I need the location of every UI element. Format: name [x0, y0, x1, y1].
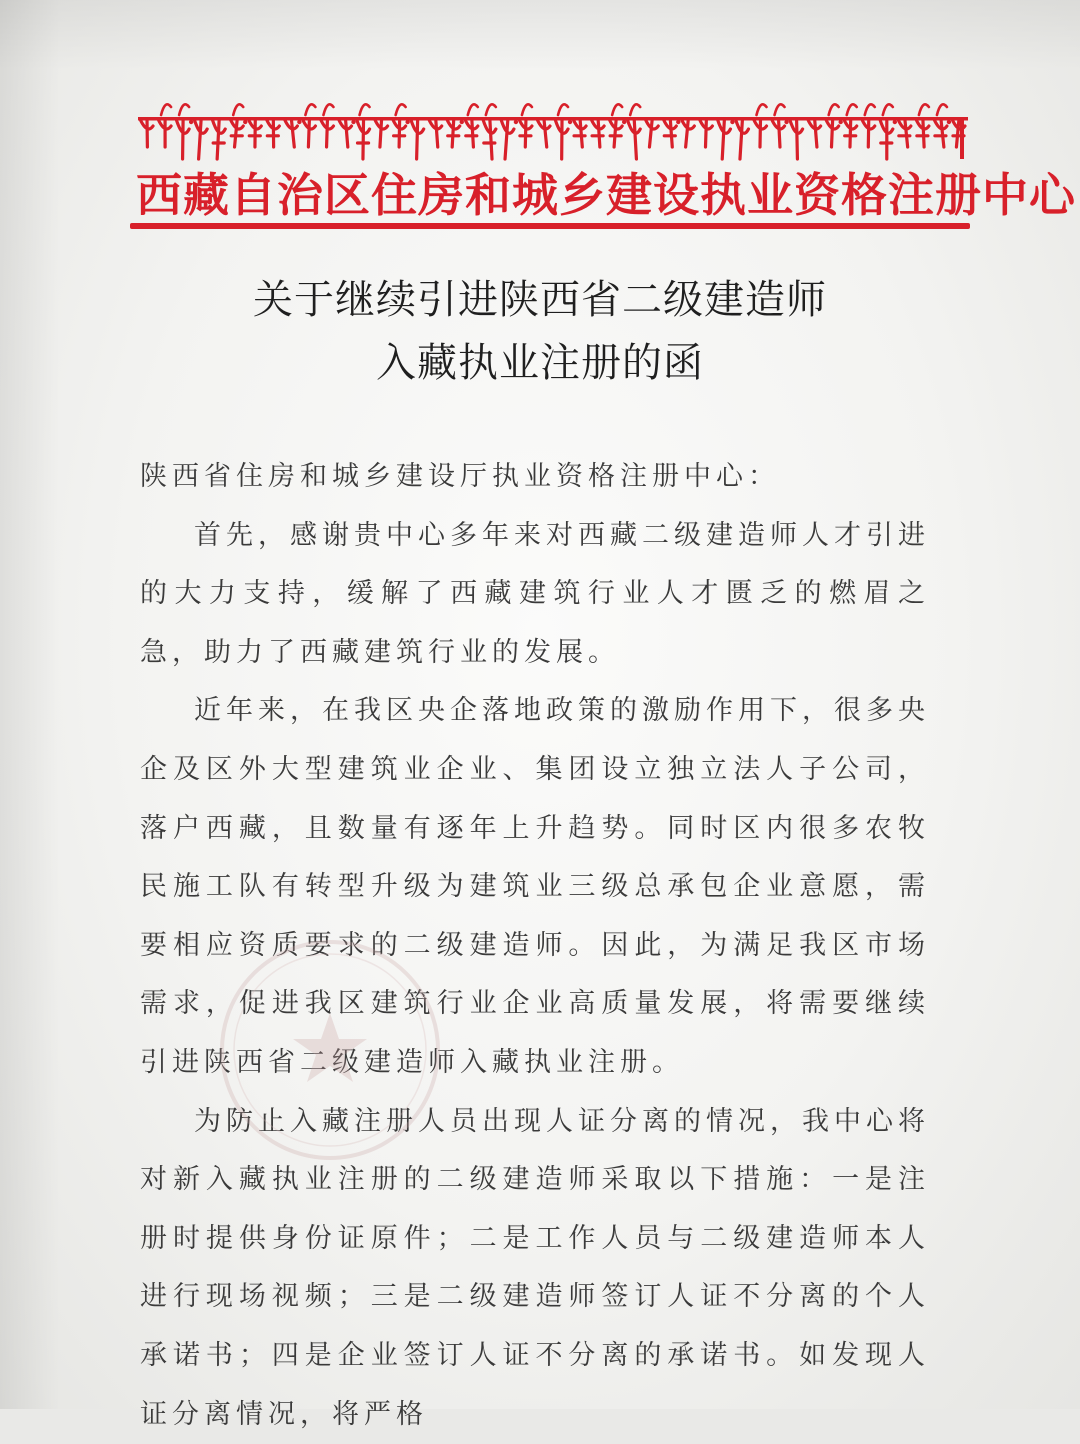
letter-body: [140, 448, 930, 1444]
document-title-line-1: 关于继续引进陕西省二级建造师: [253, 277, 827, 323]
paragraph-1: 首先，感谢贵中心多年来对西藏二级建造师人才引进的大力支持，缓解了西藏建筑行业人才匮乏的燃眉之急，助力了西藏建筑行业的发展。: [140, 519, 930, 668]
paragraph-3: 为防止入藏注册人员出现人证分离的情况，我中心将对新入藏执业注册的二级建造师采取以下措施：一是注册时提供身份证原件；二是工作人员与二级建造师本人进行现场视频；三是二级建造师签订人证不分离的个人承诺书；四是企业签订人证不分离的承诺书。如发现人证分离情况，将严格: [140, 1105, 930, 1430]
org-name: 西藏自治区住房和城乡建设执业资格注册中心: [136, 168, 1076, 222]
letterhead-red-rule: [130, 223, 970, 229]
document-title-line-2: 入藏执业注册的函: [376, 340, 704, 386]
addressee: 陕西省住房和城乡建设厅执业资格注册中心：: [140, 461, 780, 492]
paragraph-2: 近年来，在我区央企落地政策的激励作用下，很多央企及区外大型建筑业企业、集团设立独立法人子公司，落户西藏，且数量有逐年上升趋势。同时区内很多农牧民施工队有转型升级为建筑业三级总承包企业意愿，需要相应资质要求的二级建造师。因此，为满足我区市场需求，促进我区建筑行业企业高质量发展，将需要继续引进陕西省二级建造师入藏执业注册。: [140, 695, 930, 1078]
tibetan-letterhead-script: [138, 95, 968, 165]
page-shadow-top: [0, 0, 1080, 70]
page-shadow-left: [0, 0, 60, 1409]
